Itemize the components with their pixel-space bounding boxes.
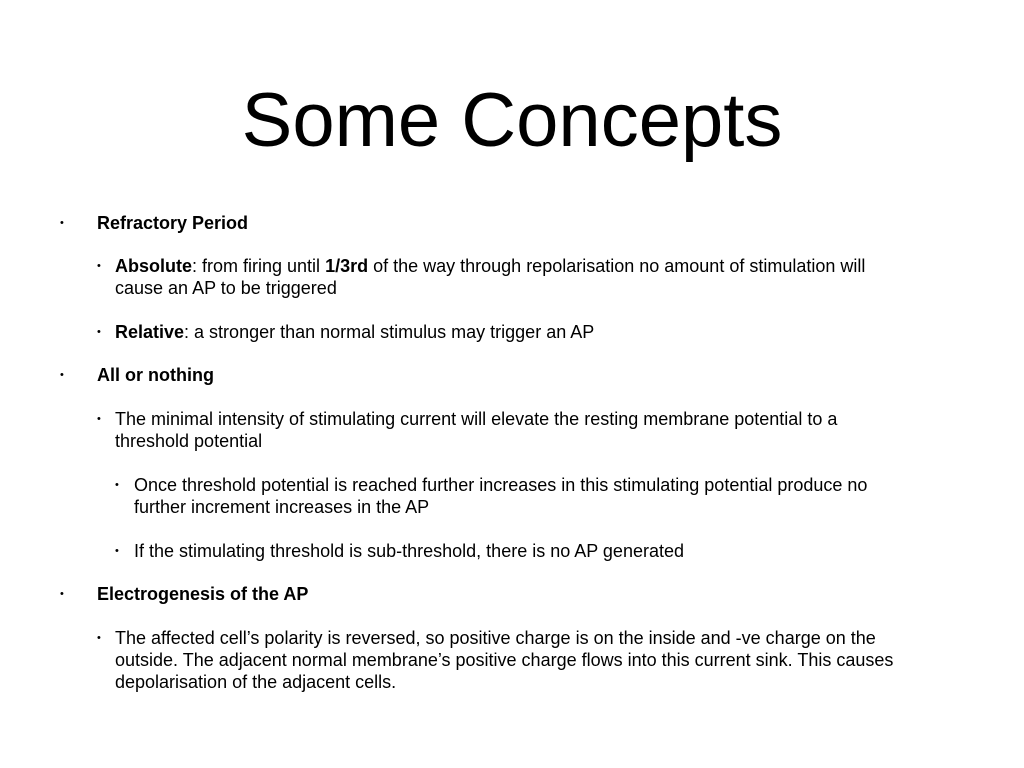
absolute-refractory-text <box>115 255 915 299</box>
relative-refractory-text <box>115 321 915 343</box>
sub-threshold-text: If the stimulating threshold is sub-threshold, there is no AP generated <box>134 541 684 561</box>
bullet-dot: • <box>97 632 101 644</box>
slide-title: Some Concepts <box>241 78 783 163</box>
bullet-dot: • <box>97 260 101 272</box>
relative-term: Relative <box>115 322 185 342</box>
electrogenesis-text: The affected cell’s polarity is reversed, so positive charge is on the inside and -ve charge on the outside. The adjacent normal membrane’s positive charge flows into this current sink. This causes depolarisation of the adjacent cells. <box>115 628 894 692</box>
bullet-dot: • <box>60 588 64 600</box>
all-or-nothing-text: The minimal intensity of stimulating current will elevate the resting membrane potential to a threshold potential <box>115 409 838 451</box>
absolute-text-2: of the way through repolarisation no amount of stimulation will cause an AP to be triggered <box>115 256 866 298</box>
bullet-dot: • <box>60 217 64 229</box>
threshold-reached-text: Once threshold potential is reached further increases in this stimulating potential produce no further increment increases in the AP <box>134 475 868 517</box>
bullet-dot: • <box>60 369 64 381</box>
absolute-term: Absolute <box>115 256 193 276</box>
absolute-text-1: : from firing until <box>192 256 326 276</box>
absolute-bold-fraction: 1/3rd <box>325 256 369 276</box>
bullet-dot: • <box>97 413 101 425</box>
heading-all-or-nothing: All or nothing <box>97 365 214 385</box>
bullet-dot: • <box>97 326 101 338</box>
heading-refractory-period: Refractory Period <box>97 213 249 233</box>
relative-text: : a stronger than normal stimulus may trigger an AP <box>184 322 595 342</box>
bullet-dot: • <box>115 479 119 491</box>
heading-electrogenesis: Electrogenesis of the AP <box>97 584 309 604</box>
bullet-dot: • <box>115 545 119 557</box>
